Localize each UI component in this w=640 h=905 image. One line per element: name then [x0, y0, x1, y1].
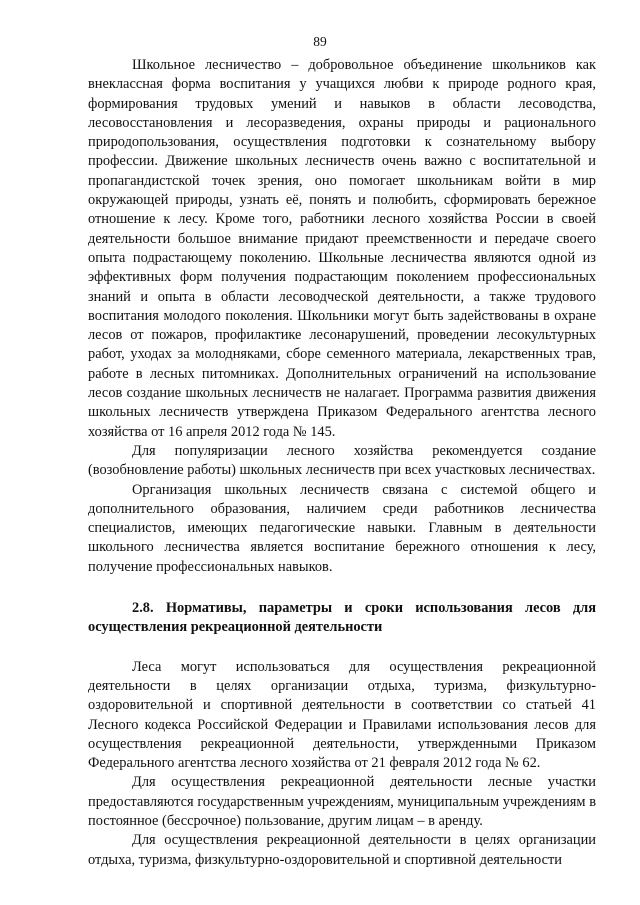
paragraph-recreation-purposes: Для осуществления рекреационной деятельности в целях организации отдыха, туризма, физкультурно-оздоровительной и спортивной деятельности: [88, 832, 596, 868]
paragraph-land-provision: Для осуществления рекреационной деятельности лесные участки предоставляются государственным учреждениям, муниципальным учреждениям в постоянное (бессрочное) пользование, другим лицам – в аренду.: [88, 774, 596, 829]
paragraph-organization: Организация школьных лесничеств связана с системой общего и дополнительного образования, наличием среди работников лесничества специалистов, имеющих педагогические навыки. Главным в деятельности школьного лесничества является воспитание бережного отношения к лесу, получение профессиональных навыков.: [88, 481, 596, 575]
section-heading: 2.8. Нормативы, параметры и сроки использования лесов для осуществления рекреационной деятельности: [88, 600, 596, 636]
paragraph-popularization: Для популяризации лесного хозяйства рекомендуется создание (возобновление работы) школьных лесничеств при всех участковых лесничествах.: [88, 442, 596, 479]
page-number: 89: [313, 34, 327, 49]
paragraph-school-forestry: Школьное лесничество – добровольное объединение школьников как внеклассная форма воспитания у учащихся любви к природе родного края, формирования трудовых умений и навыков в области лесоводства, лесовосстановления и лесоразведения, охраны природы и рационального природопользования, осуществления подготовки к сознательному выбору профессии. Движение школьных лесничеств очень важно с воспитательной и пропагандистской точек зрения, оно помогает школьникам войти в мир окружающей природы, узнать её, понять и полюбить, сформировать бережное отношение к лесу. Кроме того, работники лесного хозяйства России в своей деятельности большое внимание придают преемственности и передаче своего опыта подрастающему поколению. Школьные лесничества являются одной из эффективных форм получения подрастающим поколением профессиональных знаний и опыта в области лесоводческой деятельности, а также трудового воспитания молодого поколения. Школьники могут быть задействованы в охране лесов от пожаров, профилактике лесонарушений, проведении лесокультурных работ, уходах за молодняками, сборе семенного материала, лекарственных трав, работе в лесных питомниках. Дополнительных ограничений на использование лесов создание школьных лесничеств не налагает. Программа развития движения школьных лесничеств утверждена Приказом Федерального агентства лесного хозяйства от 16 апреля 2012 года № 145.: [88, 57, 596, 440]
paragraph-recreational-use: Леса могут использоваться для осуществления рекреационной деятельности в целях организации отдыха, туризма, физкультурно-оздоровительной и спортивной деятельности в соответствии со статьей 41 Лесного кодекса Российской Федерации и Правилами использования лесов для осуществления рекреационной деятельности, утвержденными Приказом Федерального агентства лесного хозяйства от 21 февраля 2012 года № 62.: [88, 658, 596, 772]
body-text: [88, 56, 596, 870]
